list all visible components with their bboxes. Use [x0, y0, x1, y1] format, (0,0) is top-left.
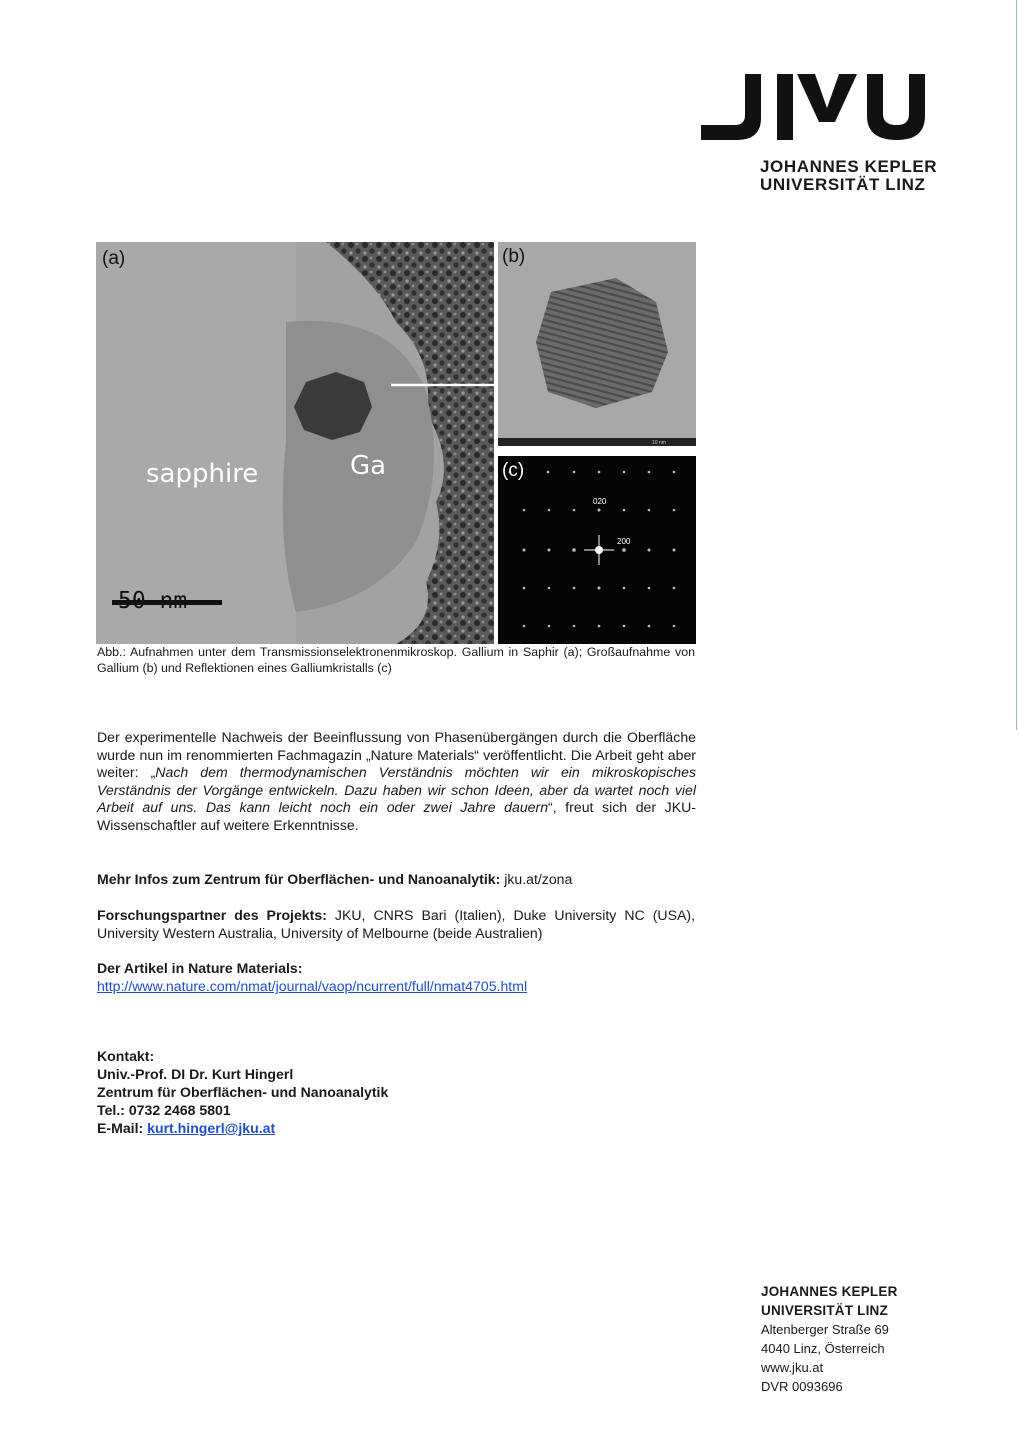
footer-line2: UNIVERSITÄT LINZ [761, 1303, 888, 1318]
more-info [97, 870, 697, 888]
panel-b [498, 242, 696, 446]
panel-c-label: (c) [502, 460, 525, 481]
footer-line1: JOHANNES KEPLER [761, 1284, 898, 1299]
reflex-200-label: 200 [617, 537, 631, 546]
contact-tel: Tel.: 0732 2468 5801 [97, 1102, 231, 1118]
panel-a-label: (a) [102, 248, 126, 269]
footer-dvr: DVR 0093696 [761, 1379, 843, 1394]
page-edge-line [1016, 0, 1017, 730]
article-label: Der Artikel in Nature Materials: [97, 960, 303, 976]
panel-c [498, 456, 696, 644]
footer-web: www.jku.at [761, 1360, 824, 1375]
tem-figure [96, 242, 696, 644]
contact-dept: Zentrum für Oberflächen- und Nanoanalytik [97, 1084, 389, 1100]
more-info-value: jku.at/zona [500, 871, 573, 887]
reflex-020-label: 020 [593, 497, 607, 506]
logo-wordmark [760, 158, 937, 194]
body-intro: Der experimentelle Nachweis der Beeinflussung von Phasenübergängen durch die Oberfläche wurde nun im renommierten Fachmagazin „Nature Materials“ veröffentlicht. Die Arbeit geht aber weiter: „ [97, 729, 696, 781]
scale-label: 50 nm [118, 588, 188, 614]
contact-email-label: E-Mail: [97, 1120, 148, 1136]
body-paragraph [97, 729, 696, 835]
footer-address [761, 1282, 898, 1396]
footer-street: Altenberger Straße 69 [761, 1322, 889, 1337]
contact-email-link[interactable]: kurt.hingerl@jku.at [147, 1120, 276, 1136]
logo-line2: UNIVERSITÄT LINZ [760, 175, 926, 194]
logo-line1: JOHANNES KEPLER [760, 157, 938, 176]
jku-logo[interactable] [697, 70, 957, 200]
article-link[interactable]: http://www.nature.com/nmat/journal/vaop/ncurrent/full/nmat4705.html [97, 978, 528, 994]
partners-value: JKU, CNRS Bari (Italien), Duke University NC (USA), University Western Australia, University of Melbourne (beide Australien) [97, 907, 695, 941]
footer-city: 4040 Linz, Österreich [761, 1341, 885, 1356]
sapphire-label: sapphire [146, 459, 259, 489]
body-outro: “, freut sich der JKU-Wissenschaftler auf weitere Erkenntnisse. [97, 799, 696, 833]
panel-b-label: (b) [502, 246, 526, 267]
panel-b-scale: 10 nm [652, 440, 666, 446]
contact-block [97, 1047, 388, 1137]
partners-label: Forschungspartner des Projekts: [97, 907, 327, 923]
contact-heading: Kontakt: [97, 1048, 155, 1064]
contact-name: Univ.-Prof. DI Dr. Kurt Hingerl [97, 1066, 294, 1082]
ga-label: Ga [350, 451, 387, 481]
figure-caption: Abb.: Aufnahmen unter dem Transmissionselektronenmikroskop. Gallium in Saphir (a); Großaufnahme von Gallium (b) und Reflektionen eines Galliumkristalls (c) [97, 645, 695, 675]
jku-logo-mark [697, 70, 957, 150]
more-info-label: Mehr Infos zum Zentrum für Oberflächen- und Nanoanalytik: [97, 871, 501, 887]
article-block [97, 959, 697, 995]
body-quote: Nach dem thermodynamischen Verständnis möchten wir ein mikroskopisches Verständnis der Vorgänge entwickeln. Dazu haben wir schon Ideen, aber da wartet noch viel Arbeit auf uns. Das kann leicht noch ein oder zwei Jahre dauern [97, 764, 697, 816]
research-partners [97, 906, 695, 942]
panel-a [96, 242, 524, 644]
